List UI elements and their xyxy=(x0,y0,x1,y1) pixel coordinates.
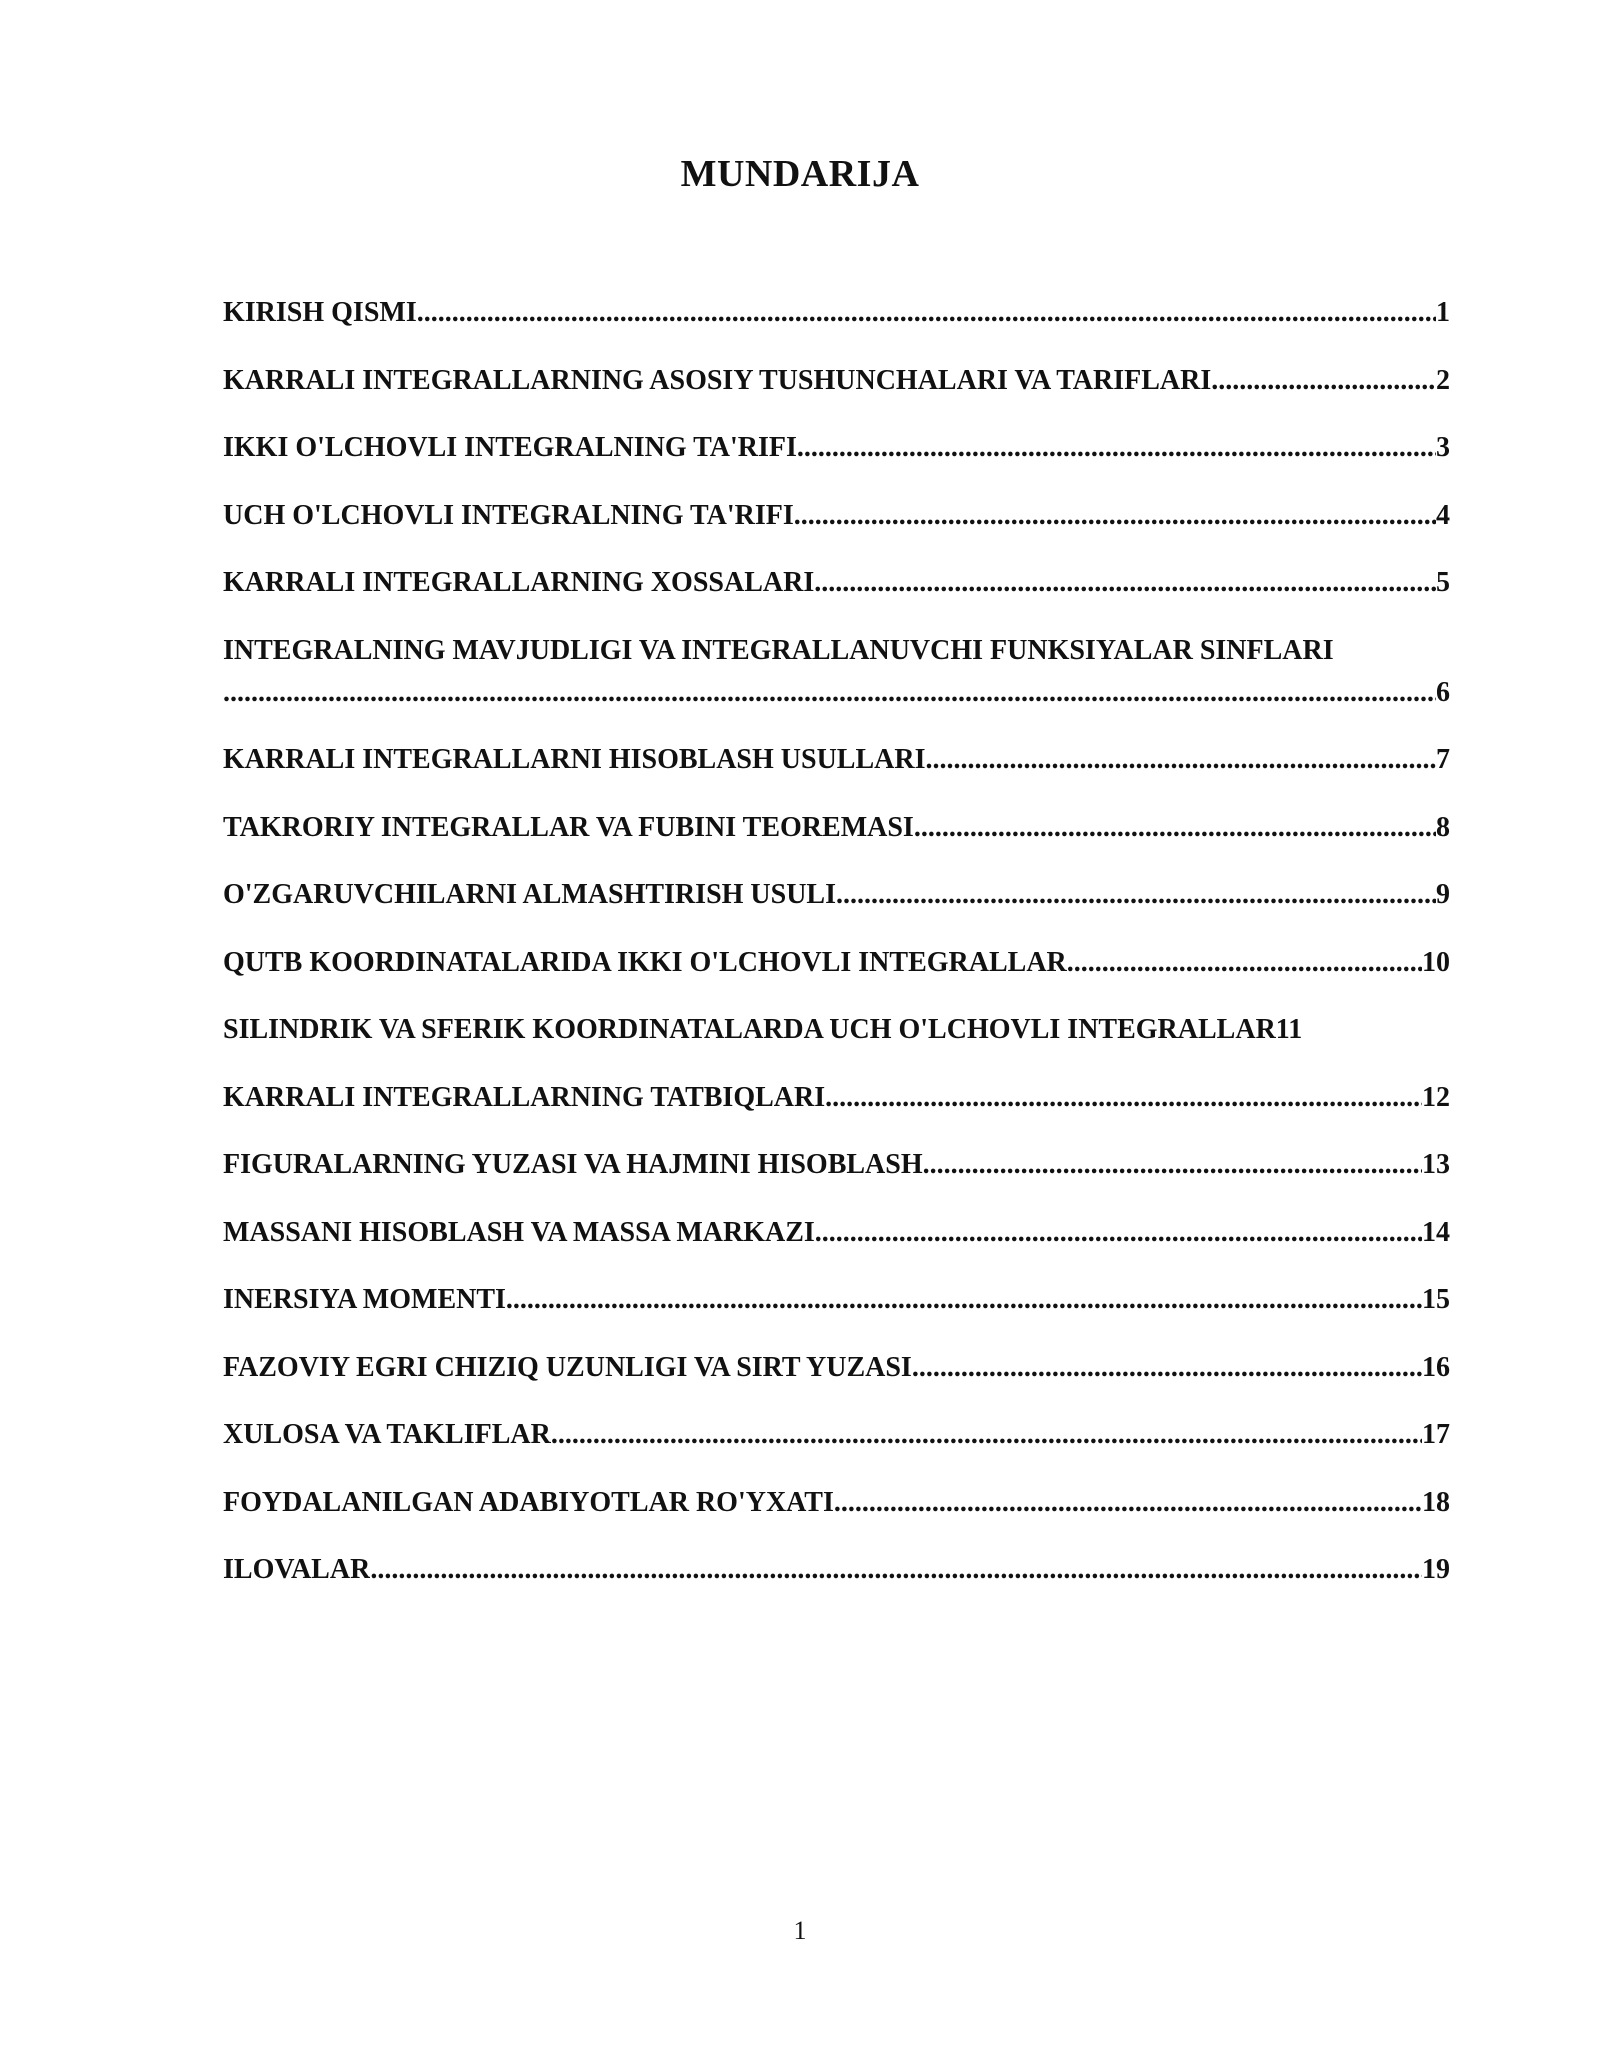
toc-entry[interactable] xyxy=(223,495,1450,537)
toc-entry[interactable] xyxy=(223,1482,1450,1524)
toc-entry-page: 5 xyxy=(1436,567,1450,598)
toc-entry-page: 3 xyxy=(1436,432,1450,463)
toc-entry-title: QUTB KOORDINATALARIDA IKKI O'LCHOVLI INTEGRALLAR xyxy=(223,946,1067,978)
toc-leader-dots xyxy=(825,1077,1422,1119)
toc-entry-title: FOYDALANILGAN ADABIYOTLAR RO'YXATI xyxy=(223,1486,834,1518)
toc-entry[interactable] xyxy=(223,427,1450,469)
toc-leader-dots xyxy=(815,1212,1422,1254)
toc-entry-page: 9 xyxy=(1436,879,1450,910)
toc-entry-page: 2 xyxy=(1436,364,1450,396)
toc-entry[interactable] xyxy=(223,1279,1450,1321)
toc-entry-title: KARRALI INTEGRALLARNING ASOSIY TUSHUNCHALARI VA TARIFLARI xyxy=(223,364,1212,396)
toc-entry-title: INERSIYA MOMENTI xyxy=(223,1284,506,1315)
toc-entry[interactable] xyxy=(223,1144,1450,1186)
toc-entry-page: 6 xyxy=(1436,676,1450,708)
toc-leader-dots xyxy=(814,562,1436,604)
toc-entry[interactable] xyxy=(223,942,1450,984)
toc-leader-dots xyxy=(1067,942,1422,984)
toc-entry[interactable] xyxy=(223,807,1450,849)
toc-entry-title: KARRALI INTEGRALLARNING XOSSALARI xyxy=(223,567,815,598)
toc-leader-dots xyxy=(912,1347,1422,1389)
toc-entry-page: 10 xyxy=(1422,946,1450,978)
toc-entry-title: TAKRORIY INTEGRALLAR VA FUBINI TEOREMASI xyxy=(223,811,914,843)
toc-entry-title: O'ZGARUVCHILARNI ALMASHTIRISH USULI xyxy=(223,879,837,910)
toc-entry-page: 8 xyxy=(1436,811,1450,843)
toc-entry[interactable] xyxy=(223,874,1450,916)
toc-leader-dots xyxy=(1211,360,1436,402)
toc-leader-dots xyxy=(417,292,1436,334)
table-of-contents xyxy=(223,292,1450,1617)
toc-leader-dots xyxy=(506,1279,1422,1321)
toc-entry-page: 12 xyxy=(1422,1081,1450,1113)
toc-entry-title: INTEGRALNING MAVJUDLIGI VA INTEGRALLANUVCHI FUNKSIYALAR SINFLARI xyxy=(223,634,1334,666)
toc-entry-title: KARRALI INTEGRALLARNING TATBIQLARI xyxy=(223,1081,826,1113)
toc-entry[interactable] xyxy=(223,1414,1450,1456)
toc-entry-title: SILINDRIK VA SFERIK KOORDINATALARDA UCH O'LCHOVLI INTEGRALLAR xyxy=(223,1014,1276,1045)
toc-entry[interactable] xyxy=(223,1077,1450,1119)
toc-entry[interactable] xyxy=(223,1549,1450,1591)
toc-entry-page: 13 xyxy=(1422,1149,1450,1180)
toc-leader-dots xyxy=(797,427,1436,469)
toc-leader-dots xyxy=(794,495,1436,537)
toc-entry-page: 17 xyxy=(1422,1419,1450,1450)
page-number: 1 xyxy=(793,1916,807,1945)
toc-entry[interactable] xyxy=(223,1212,1450,1254)
toc-entry-page: 1 xyxy=(1436,297,1450,328)
toc-entry-title: XULOSA VA TAKLIFLAR xyxy=(223,1419,551,1450)
toc-entry-title: MASSANI HISOBLASH VA MASSA MARKAZI xyxy=(223,1216,815,1248)
toc-entry[interactable] xyxy=(223,1009,1450,1051)
toc-leader-dots xyxy=(223,672,1436,714)
toc-entry-page: 19 xyxy=(1422,1554,1450,1585)
toc-entry-page: 7 xyxy=(1436,744,1450,775)
toc-leader-dots xyxy=(836,874,1436,916)
document-title: MUNDARIJA xyxy=(680,153,920,195)
toc-entry[interactable] xyxy=(223,292,1450,334)
toc-leader-dots xyxy=(923,1144,1422,1186)
toc-entry-title: ILOVALAR xyxy=(223,1554,371,1585)
toc-leader-dots xyxy=(370,1549,1422,1591)
toc-entry[interactable] xyxy=(223,1347,1450,1389)
toc-entry-page: 18 xyxy=(1422,1486,1450,1518)
toc-entry-page: 16 xyxy=(1422,1351,1450,1383)
toc-entry-title: FAZOVIY EGRI CHIZIQ UZUNLIGI VA SIRT YUZASI xyxy=(223,1351,912,1383)
toc-entry-title: IKKI O'LCHOVLI INTEGRALNING TA'RIFI xyxy=(223,432,797,463)
toc-entry[interactable] xyxy=(223,360,1450,402)
toc-entry-page: 11 xyxy=(1275,1014,1303,1045)
toc-entry-page: 15 xyxy=(1422,1284,1450,1315)
toc-entry-title: KIRISH QISMI xyxy=(223,297,417,328)
toc-leader-dots xyxy=(551,1414,1422,1456)
toc-entry[interactable] xyxy=(223,630,1450,714)
toc-entry-title: UCH O'LCHOVLI INTEGRALNING TA'RIFI xyxy=(223,499,794,531)
toc-entry[interactable] xyxy=(223,562,1450,604)
toc-leader-dots xyxy=(926,739,1437,781)
toc-entry-title: KARRALI INTEGRALLARNI HISOBLASH USULLARI xyxy=(223,744,926,775)
toc-leader-dots xyxy=(914,807,1436,849)
toc-entry[interactable] xyxy=(223,739,1450,781)
toc-entry-page: 14 xyxy=(1422,1216,1450,1248)
toc-leader-dots xyxy=(834,1482,1422,1524)
toc-entry-page: 4 xyxy=(1436,499,1450,531)
toc-entry-title: FIGURALARNING YUZASI VA HAJMINI HISOBLASH xyxy=(223,1149,923,1180)
